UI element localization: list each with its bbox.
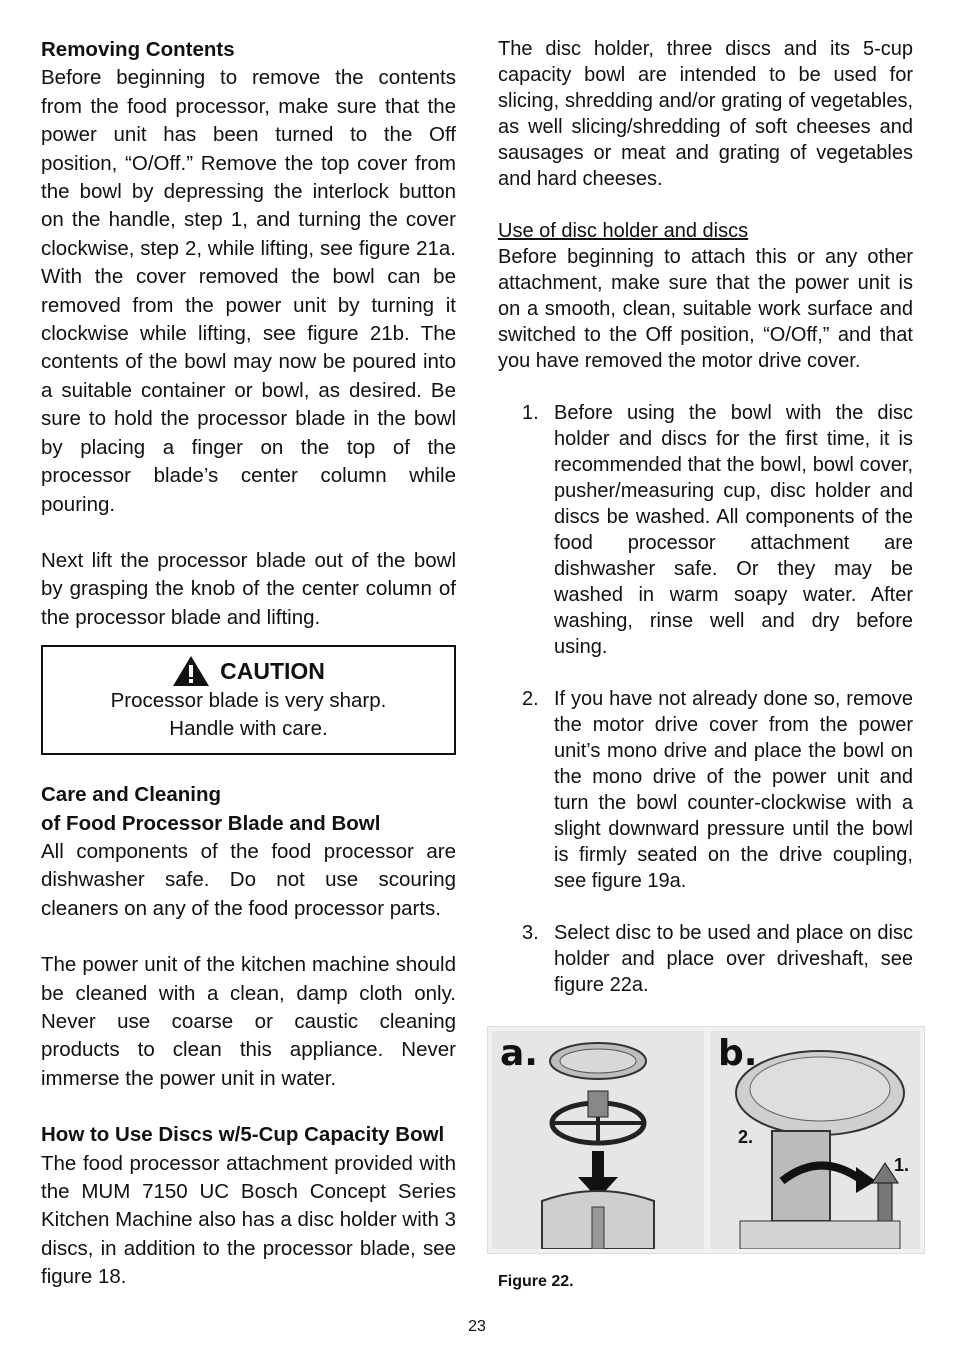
caution-title-text: CAUTION [220,658,325,685]
right-column [498,36,913,1024]
step-text: If you have not already done so, remove the motor drive cover from the power unit’s mono drive and place the bowl on the mono drive of the power unit and turn the bowl counter-clockwise with a slight downward pressure until the bowl is firmly seated on the drive coupling, see figure 19a. [554,688,913,892]
step-label-2: 2. [738,1127,754,1147]
list-item [498,686,913,894]
next-text: Next lift the processor blade out of the bowl by grasping the knob of the center column of the processor blade and lifting. [41,548,456,629]
list-item [498,400,913,660]
list-item [498,920,913,998]
step-text: Select disc to be used and place on disc holder and place over driveshaft, see figure 22a. [554,922,913,996]
steps-list [498,400,913,998]
caution-line-1: Processor blade is very sharp. [110,689,387,713]
figure-panel-b [710,1031,920,1249]
discs-heading: How to Use Discs w/5-Cup Capacity Bowl [41,1123,445,1147]
figure-22 [487,1026,925,1254]
step-text: Before using the bowl with the disc holder and discs for the first time, it is recommended that the bowl, bowl cover, pusher/measuring cup, disc holder and discs be washed. All components of the food processor attachment are dishwasher safe. Or they may be washed in warm soapy water. After washing, rinse well and dry before using. [554,402,913,658]
panel-b-letter: b. [718,1033,758,1074]
caution-line-2: Handle with care. [169,717,328,741]
care-text: All components of the food processor are dishwasher safe. Do not use scouring cleaners on any of the food processor parts. [41,839,456,920]
removing-text: Before beginning to remove the contents from the food processor, make sure that the power unit has been turned to the Off position, “O/Off.” Remove the top cover from the bowl by depressing the interlock button on the handle, step 1, and turning the cover clockwise, step 2, while lifting, see figure 21a. With the cover removed the bowl can be removed from the power unit by turning it clockwise while lifting, see figure 21b. The contents of the bowl may now be poured into a suitable container or bowl, as desired. Be sure to hold the processor blade in the bowl by placing a finger on the top of the processor blade’s center column while pouring. [41,66,456,516]
figure-caption: Figure 22. [498,1273,574,1290]
power-text: The power unit of the kitchen machine should be cleaned with a clean, damp cloth only. Never use coarse or caustic cleaning products to clean this appliance. Never immerse the power unit in water. [41,953,456,1090]
figure-panel-a [492,1031,704,1249]
caution-box [41,645,456,755]
removing-heading: Removing Contents [41,38,235,61]
step-number: 3. [522,922,539,944]
warning-triangle-icon [172,655,210,687]
care-heading-2: of Food Processor Blade and Bowl [41,811,381,835]
use-heading: Use of disc holder and discs [498,220,749,242]
care-heading-1: Care and Cleaning [41,783,221,807]
caution-title [49,655,448,687]
use-text: Before beginning to attach this or any other attachment, make sure that the power unit is on a smooth, clean, suitable work surface and switched to the Off position, “O/Off,” and that you have removed the motor drive cover. [498,246,913,372]
page-number: 23 [468,1318,486,1335]
step-number: 1. [522,402,539,424]
step-label-1: 1. [894,1155,910,1175]
intro-text: The disc holder, three discs and its 5-cup capacity bowl are intended to be used for slicing, shredding and/or grating of vegetables, as well slicing/shredding of soft cheeses and sausages or meat and grating of vegetables and hard cheeses. [498,38,913,190]
discs-text: The food processor attachment provided with the MUM 7150 UC Bosch Concept Series Kitchen Machine also has a disc holder with 3 discs, in addition to the processor blade, see figure 18. [41,1151,456,1289]
panel-a-letter: a. [500,1033,538,1074]
left-column [41,36,456,1292]
step-number: 2. [522,688,539,710]
